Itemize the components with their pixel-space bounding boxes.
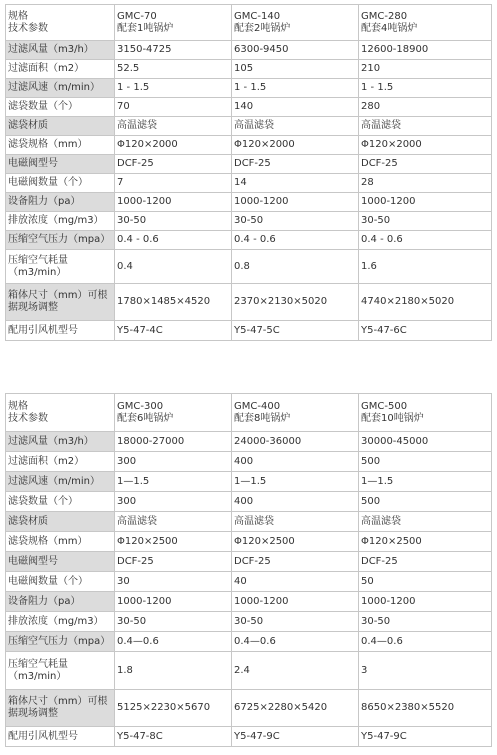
row-label: 压缩空气耗量（m3/min） [6, 250, 115, 284]
row-value: 14 [232, 174, 359, 193]
row-value: 3 [359, 652, 492, 690]
table-row [6, 231, 492, 250]
model-header-cell [115, 394, 232, 432]
row-label: 压缩空气压力（mpa） [6, 632, 115, 652]
row-value: Φ120×2000 [359, 136, 492, 155]
row-value: 0.4 - 0.6 [232, 231, 359, 250]
model-name: GMC-140 [234, 10, 281, 22]
row-value: 0.4—0.6 [115, 632, 232, 652]
row-label: 电磁阀数量（个） [6, 174, 115, 193]
row-value: 1.8 [115, 652, 232, 690]
row-value: 40 [232, 572, 359, 592]
row-label: 滤袋材质 [6, 117, 115, 136]
row-value: 0.4 - 0.6 [115, 231, 232, 250]
table-row [6, 98, 492, 117]
table-row [6, 632, 492, 652]
header-label-params: 技术参数 [8, 22, 48, 34]
row-label: 过滤风量（m3/h） [6, 41, 115, 60]
row-value: 3150-4725 [115, 41, 232, 60]
row-value: 500 [359, 492, 492, 512]
row-value: DCF-25 [115, 552, 232, 572]
row-value: 0.8 [232, 250, 359, 284]
row-value: 5125×2230×5670 [115, 690, 232, 727]
row-value: 1000-1200 [115, 592, 232, 612]
row-value: 高温滤袋 [115, 512, 232, 532]
table-row [6, 572, 492, 592]
row-value: 30000-45000 [359, 432, 492, 452]
table-row [6, 193, 492, 212]
table-row [6, 472, 492, 492]
row-label: 设备阻力（pa） [6, 193, 115, 212]
model-name: GMC-280 [361, 10, 408, 22]
row-value: 0.4 [115, 250, 232, 284]
row-value: 50 [359, 572, 492, 592]
header-row [6, 5, 492, 41]
row-value: Y5-47-9C [359, 727, 492, 747]
row-value: 0.4 - 0.6 [359, 231, 492, 250]
row-value: 18000-27000 [115, 432, 232, 452]
table-row [6, 492, 492, 512]
row-value: 高温滤袋 [232, 512, 359, 532]
row-value: 300 [115, 492, 232, 512]
model-name: GMC-400 [234, 400, 281, 412]
row-label: 箱体尺寸（mm）可根据现场调整 [6, 690, 115, 727]
row-value: 400 [232, 492, 359, 512]
table-row [6, 79, 492, 98]
table-row [6, 284, 492, 321]
row-label: 电磁阀型号 [6, 552, 115, 572]
boiler-capacity: 配套2吨锅炉 [234, 22, 291, 34]
row-label: 压缩空气压力（mpa） [6, 231, 115, 250]
boiler-capacity: 配套8吨锅炉 [234, 412, 291, 424]
table-row [6, 592, 492, 612]
model-header-cell [359, 394, 492, 432]
row-value: 500 [359, 452, 492, 472]
row-value: 1 - 1.5 [359, 79, 492, 98]
row-value: 1 - 1.5 [115, 79, 232, 98]
row-value: Y5-47-8C [115, 727, 232, 747]
model-header-cell [115, 5, 232, 41]
row-value: 30-50 [359, 612, 492, 632]
row-value: 300 [115, 452, 232, 472]
row-value: Φ120×2500 [115, 532, 232, 552]
row-label: 电磁阀型号 [6, 155, 115, 174]
row-value: 1—1.5 [232, 472, 359, 492]
table-row [6, 117, 492, 136]
row-value: 70 [115, 98, 232, 117]
row-value: 400 [232, 452, 359, 472]
row-value: 280 [359, 98, 492, 117]
table-row [6, 452, 492, 472]
row-label: 设备阻力（pa） [6, 592, 115, 612]
table-row [6, 41, 492, 60]
row-value: 24000-36000 [232, 432, 359, 452]
row-value: Y5-47-4C [115, 321, 232, 341]
spec-table-2-body [6, 394, 492, 747]
row-value: 2370×2130×5020 [232, 284, 359, 321]
row-value: 1.6 [359, 250, 492, 284]
row-value: DCF-25 [232, 155, 359, 174]
row-value: 1 - 1.5 [232, 79, 359, 98]
header-label-spec: 规格 [8, 400, 28, 412]
row-label: 配用引风机型号 [6, 321, 115, 341]
row-value: 高温滤袋 [115, 117, 232, 136]
row-value: 30-50 [115, 612, 232, 632]
row-value: Φ120×2000 [115, 136, 232, 155]
row-value: Y5-47-5C [232, 321, 359, 341]
row-value: DCF-25 [115, 155, 232, 174]
row-value: 2.4 [232, 652, 359, 690]
row-label: 过滤面积（m2） [6, 60, 115, 79]
row-value: 210 [359, 60, 492, 79]
row-label: 过滤风速（m/min） [6, 79, 115, 98]
row-value: Φ120×2500 [232, 532, 359, 552]
row-value: 30-50 [115, 212, 232, 231]
row-label: 配用引风机型号 [6, 727, 115, 747]
row-value: 105 [232, 60, 359, 79]
boiler-capacity: 配套4吨锅炉 [361, 22, 418, 34]
boiler-capacity: 配套1吨锅炉 [117, 22, 174, 34]
row-value: 0.4—0.6 [359, 632, 492, 652]
model-header-cell [232, 394, 359, 432]
table-row [6, 212, 492, 231]
row-label: 过滤风速（m/min） [6, 472, 115, 492]
row-value: 140 [232, 98, 359, 117]
row-value: 1—1.5 [115, 472, 232, 492]
table-row [6, 652, 492, 690]
boiler-capacity: 配套6吨锅炉 [117, 412, 174, 424]
row-value: 12600-18900 [359, 41, 492, 60]
row-label: 压缩空气耗量（m3/min） [6, 652, 115, 690]
table-row [6, 250, 492, 284]
model-name: GMC-500 [361, 400, 408, 412]
row-label: 滤袋数量（个） [6, 492, 115, 512]
row-value: 30-50 [359, 212, 492, 231]
row-value: 4740×2180×5020 [359, 284, 492, 321]
row-value: 1—1.5 [359, 472, 492, 492]
table-row [6, 174, 492, 193]
row-label: 箱体尺寸（mm）可根据现场调整 [6, 284, 115, 321]
table-row [6, 552, 492, 572]
row-value: 高温滤袋 [232, 117, 359, 136]
row-value: 1000-1200 [115, 193, 232, 212]
table-row [6, 136, 492, 155]
row-value: 1780×1485×4520 [115, 284, 232, 321]
row-value: 30 [115, 572, 232, 592]
row-value: 高温滤袋 [359, 117, 492, 136]
spec-table-1 [5, 4, 492, 341]
row-value: Φ120×2000 [232, 136, 359, 155]
table-row [6, 155, 492, 174]
spec-table-2 [5, 393, 492, 747]
row-value: 7 [115, 174, 232, 193]
row-value: Φ120×2500 [359, 532, 492, 552]
row-value: 1000-1200 [359, 193, 492, 212]
table-row [6, 432, 492, 452]
row-value: 52.5 [115, 60, 232, 79]
row-value: DCF-25 [232, 552, 359, 572]
row-value: 30-50 [232, 212, 359, 231]
table-row [6, 727, 492, 747]
row-label: 过滤风量（m3/h） [6, 432, 115, 452]
table-row [6, 612, 492, 632]
row-value: 8650×2380×5520 [359, 690, 492, 727]
row-value: 高温滤袋 [359, 512, 492, 532]
row-label: 排放浓度（mg/m3） [6, 612, 115, 632]
row-value: DCF-25 [359, 552, 492, 572]
table-row [6, 512, 492, 532]
header-label-spec: 规格 [8, 10, 28, 22]
table-row [6, 60, 492, 79]
row-label: 滤袋数量（个） [6, 98, 115, 117]
boiler-capacity: 配套10吨锅炉 [361, 412, 424, 424]
header-label-cell [6, 5, 115, 41]
model-name: GMC-300 [117, 400, 164, 412]
model-header-cell [359, 5, 492, 41]
row-value: Y5-47-9C [232, 727, 359, 747]
row-label: 过滤面积（m2） [6, 452, 115, 472]
row-label: 滤袋规格（mm） [6, 136, 115, 155]
table-row [6, 532, 492, 552]
spec-table-1-body [6, 5, 492, 341]
header-label-cell [6, 394, 115, 432]
row-value: 1000-1200 [359, 592, 492, 612]
model-name: GMC-70 [117, 10, 157, 22]
row-label: 滤袋规格（mm） [6, 532, 115, 552]
row-value: DCF-25 [359, 155, 492, 174]
row-label: 滤袋材质 [6, 512, 115, 532]
row-value: 30-50 [232, 612, 359, 632]
row-value: 0.4—0.6 [232, 632, 359, 652]
row-label: 排放浓度（mg/m3） [6, 212, 115, 231]
row-value: 6725×2280×5420 [232, 690, 359, 727]
table-row [6, 690, 492, 727]
header-row [6, 394, 492, 432]
table-row [6, 321, 492, 341]
model-header-cell [232, 5, 359, 41]
header-label-params: 技术参数 [8, 412, 48, 424]
row-value: Y5-47-6C [359, 321, 492, 341]
row-label: 电磁阀数量（个） [6, 572, 115, 592]
row-value: 1000-1200 [232, 592, 359, 612]
row-value: 28 [359, 174, 492, 193]
row-value: 6300-9450 [232, 41, 359, 60]
row-value: 1000-1200 [232, 193, 359, 212]
